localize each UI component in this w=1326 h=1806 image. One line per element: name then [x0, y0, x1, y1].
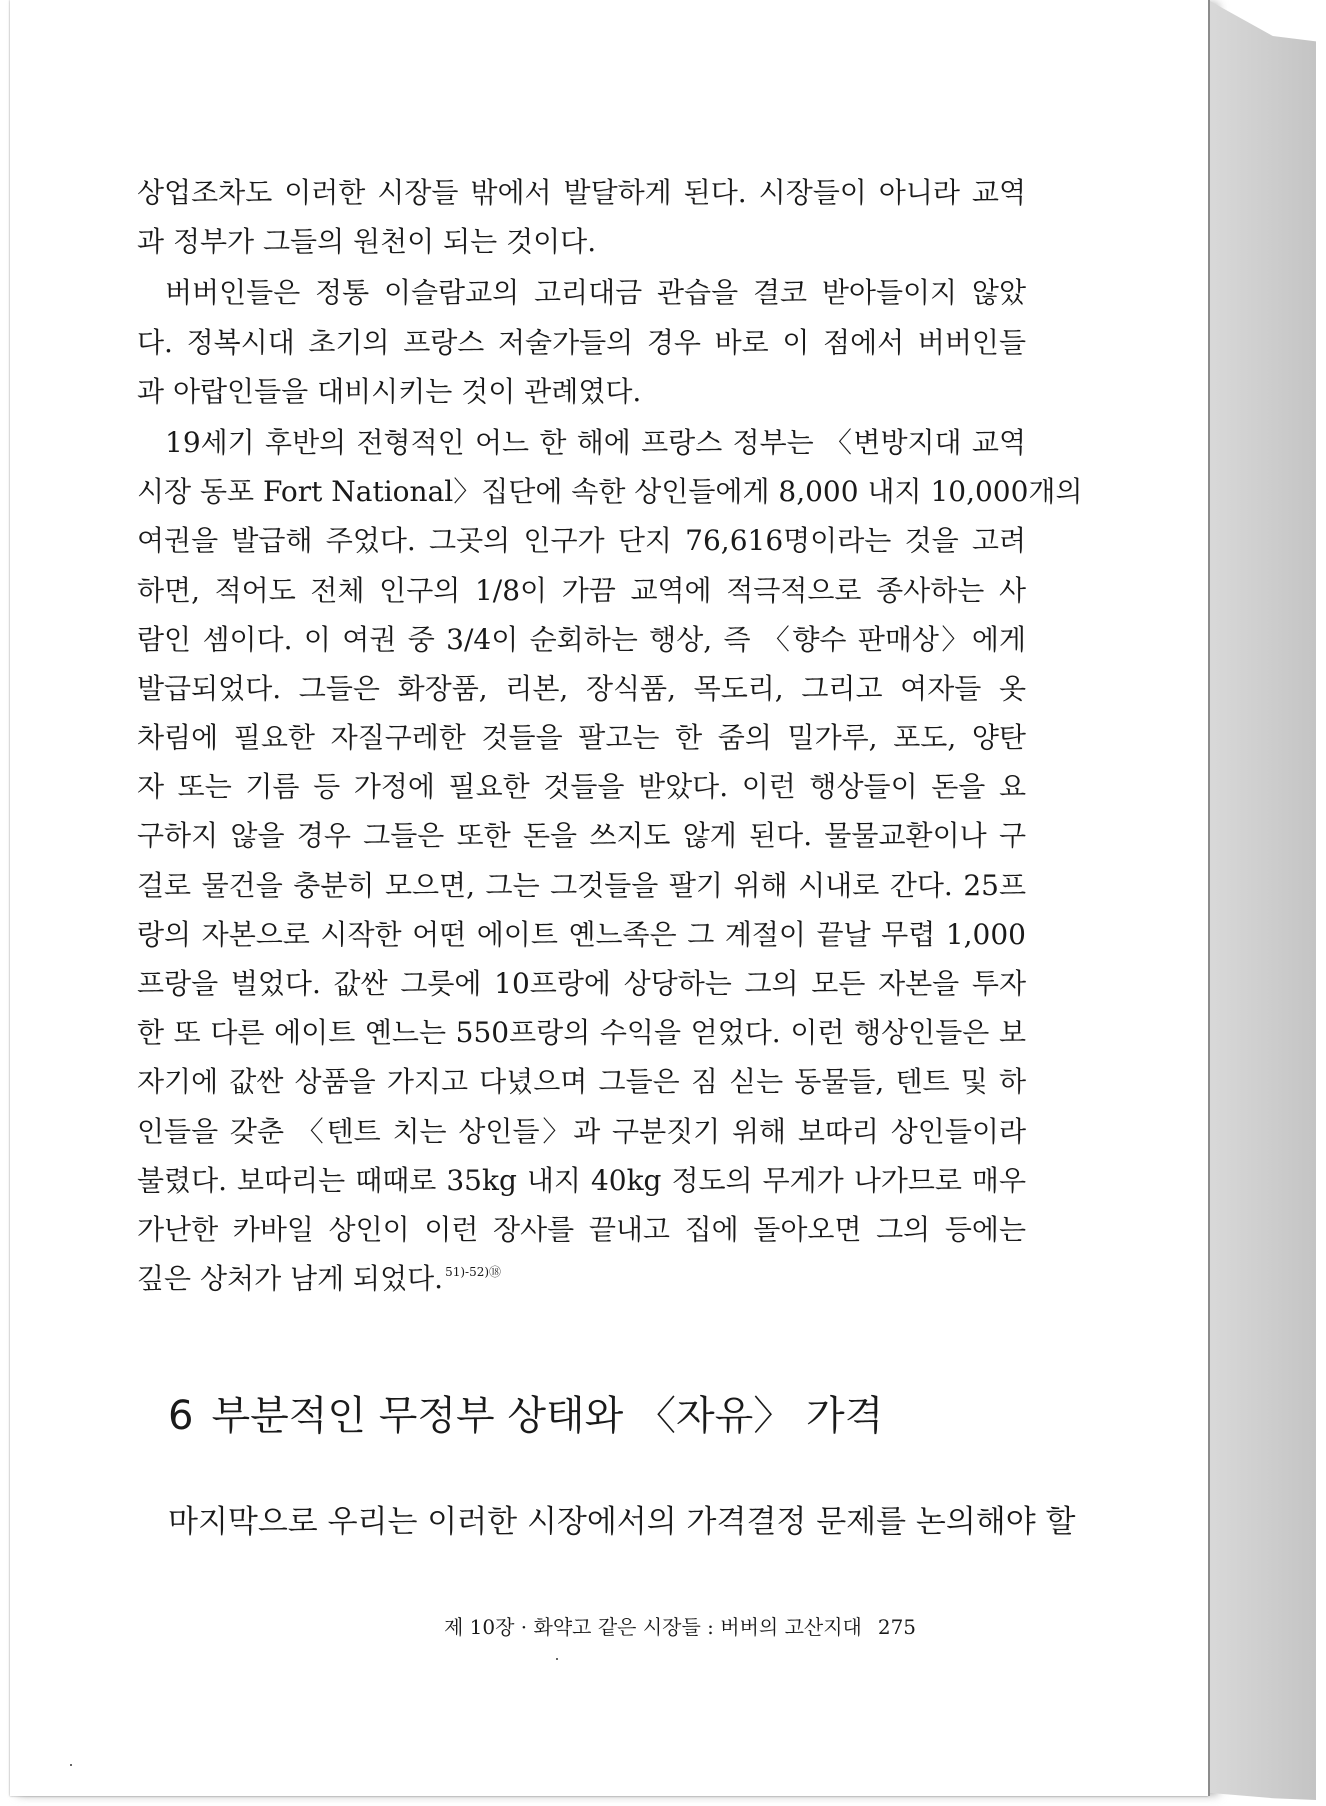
text-line-content: 깊은 상처가 남게 되었다. — [137, 1262, 444, 1296]
text-line: 과 정부가 그들의 원천이 되는 것이다. — [137, 225, 597, 259]
book-spine — [1208, 0, 1316, 1800]
text-line: 하면, 적어도 전체 인구의 1/8이 가끔 교역에 적극적으로 종사하는 사 — [137, 573, 1026, 607]
page-edge — [1208, 0, 1210, 1796]
text-line: 한 또 다른 에이트 옌느는 550프랑의 수익을 얻었다. 이런 행상인들은 보 — [137, 1016, 1026, 1050]
scan-speck — [556, 1658, 558, 1660]
section-number: 6 — [168, 1393, 194, 1439]
text-line: 가난한 카바일 상인이 이런 장사를 끝내고 집에 돌아오면 그의 등에는 — [137, 1212, 1026, 1246]
text-line: 구하지 않을 경우 그들은 또한 돈을 쓰지도 않게 된다. 물물교환이나 구 — [137, 819, 1026, 853]
text-line: 람인 셈이다. 이 여권 중 3/4이 순회하는 행상, 즉 〈향수 판매상〉에게 — [137, 622, 1026, 656]
text-line: 19세기 후반의 전형적인 어느 한 해에 프랑스 정부는 〈변방지대 교역 — [165, 425, 1026, 459]
text-line: 걸로 물건을 충분히 모으면, 그는 그것들을 팔기 위해 시내로 간다. 25프 — [137, 868, 1026, 902]
text-line: 랑의 자본으로 시작한 어떤 에이트 옌느족은 그 계절이 끝날 무렵 1,000 — [137, 917, 1026, 951]
running-footer — [444, 1612, 916, 1642]
text-line: 자 또는 기름 등 가정에 필요한 것들을 받았다. 이런 행상들이 돈을 요 — [137, 770, 1026, 804]
page-number: 275 — [877, 1615, 917, 1639]
text-line-final — [137, 1254, 1026, 1303]
text-line: 자기에 값싼 상품을 가지고 다녔으며 그들은 짐 싣는 동물들, 텐트 및 하 — [137, 1065, 1026, 1099]
section-title: 부분적인 무정부 상태와 〈자유〉 가격 — [211, 1393, 884, 1439]
text-line: 다. 정복시대 초기의 프랑스 저술가들의 경우 바로 이 점에서 버버인들 — [137, 325, 1026, 359]
section-heading — [168, 1388, 883, 1444]
text-line: 프랑을 벌었다. 값싼 그릇에 10프랑에 상당하는 그의 모든 자본을 투자 — [137, 967, 1026, 1000]
text-line: 상업조차도 이러한 시장들 밖에서 발달하게 된다. 시장들이 아니라 교역 — [137, 176, 1026, 209]
text-line: 과 아랍인들을 대비시키는 것이 관례였다. — [137, 374, 642, 408]
body-text — [137, 168, 1083, 1303]
footnote-marker: 51)-52)⑱ — [445, 1265, 502, 1280]
text-line: 불렸다. 보따리는 때때로 35kg 내지 40kg 정도의 무게가 나가므로 매우 — [137, 1163, 1026, 1197]
text-line: 시장 동포 Fort National〉집단에 속한 상인들에게 8,000 내지 10,000개의 — [137, 475, 1083, 509]
scan-speck — [70, 1764, 72, 1766]
text-line: 버버인들은 정통 이슬람교의 고리대금 관습을 결코 받아들이지 않았 — [165, 276, 1026, 310]
section-first-line: 마지막으로 우리는 이러한 시장에서의 가격결정 문제를 논의해야 할 — [168, 1504, 1076, 1540]
text-line: 여권을 발급해 주었다. 그곳의 인구가 단지 76,616명이라는 것을 고려 — [137, 524, 1026, 558]
text-line: 발급되었다. 그들은 화장품, 리본, 장식품, 목도리, 그리고 여자들 옷 — [137, 671, 1026, 705]
chapter-title: 제 10장 · 화약고 같은 시장들 : 버버의 고산지대 — [444, 1615, 862, 1639]
text-line: 인들을 갖춘 〈텐트 치는 상인들〉과 구분짓기 위해 보따리 상인들이라 — [137, 1114, 1026, 1148]
text-line: 차림에 필요한 자질구레한 것들을 팔고는 한 줌의 밀가루, 포도, 양탄 — [137, 721, 1026, 755]
